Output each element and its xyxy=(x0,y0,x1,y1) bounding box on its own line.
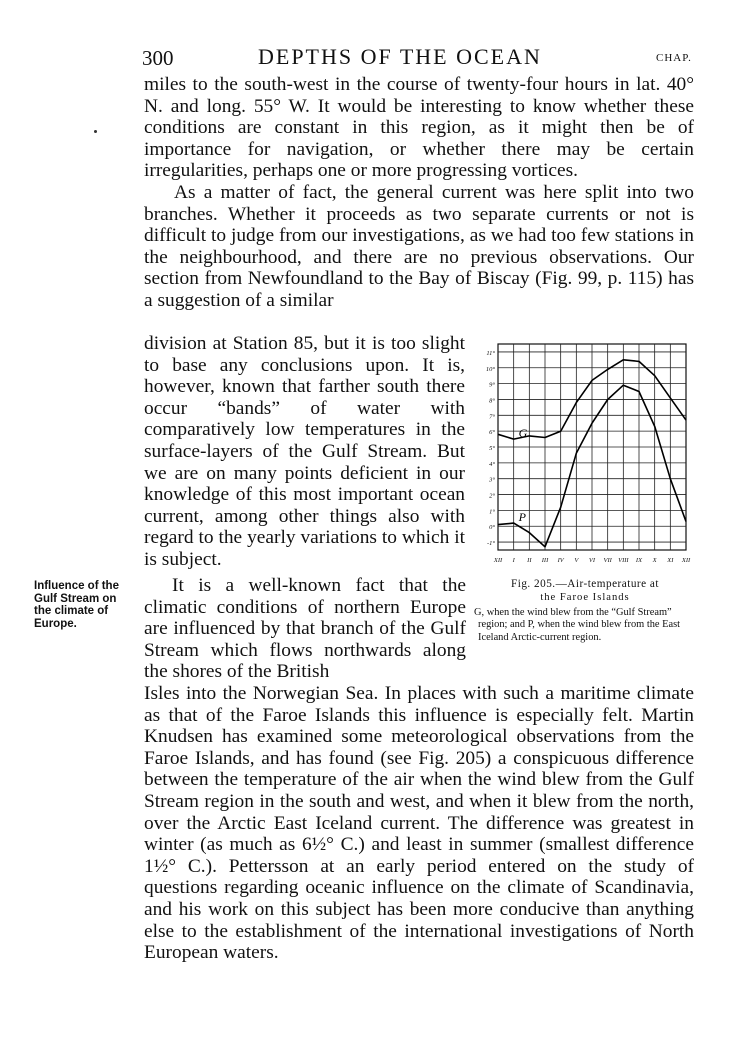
y-tick-label: 11° xyxy=(486,349,495,357)
x-tick-label: III xyxy=(541,557,549,564)
figure-title-part2: the Faroe Islands xyxy=(540,592,630,603)
figure-205 xyxy=(478,338,693,578)
figure-label: Fig. 205. xyxy=(510,578,556,590)
paragraph-3-rest: Isles into the Norwegian Sea. In places with such a maritime climate as that of the Faroe Islands this influence is especially felt. Martin Knudsen has examined some meteorological observations from the Faroe Islands, and has found (see Fig. 205) a conspicuous difference between the temperature of the air when the wind blew from the Gulf Stream region in the south and west, and when it blew from the north, over the Arctic East Iceland current. The difference was greatest in winter (as much as 6½° C.) and least in summer (smallest difference 1½° C.). Pettersson at an early period entered on the study of questions regarding oceanic influence on the climate of Scandinavia, and his work on this subject has been more conducive than anything else to the establishment of the international investigations of North European waters. xyxy=(144,683,694,964)
temperature-chart xyxy=(478,338,693,578)
running-title: DEPTHS OF THE OCEAN xyxy=(258,44,542,69)
x-tick-label: VII xyxy=(603,557,612,564)
text-block-top xyxy=(144,74,694,312)
x-tick-label: XI xyxy=(667,557,674,564)
x-tick-label: XII xyxy=(493,557,503,564)
page-number: 300 xyxy=(142,46,174,70)
y-tick-label: 5° xyxy=(489,445,495,452)
y-tick-label: 10° xyxy=(485,365,495,373)
y-tick-label: 4° xyxy=(489,460,495,468)
x-tick-label: I xyxy=(512,557,515,564)
y-tick-label: -1° xyxy=(486,540,495,548)
y-tick-label: 6° xyxy=(489,429,495,437)
figure-title-part1: —Air-temperature at xyxy=(555,578,659,590)
chapter-label: CHAP. xyxy=(656,52,692,64)
margin-speck xyxy=(94,130,97,133)
running-header xyxy=(0,44,744,74)
x-tick-label: V xyxy=(574,557,579,564)
text-block-wrap-1 xyxy=(144,333,465,571)
y-tick-label: 1° xyxy=(489,508,495,516)
y-tick-label: 9° xyxy=(489,381,495,389)
x-tick-label: X xyxy=(652,557,657,564)
paragraph-2: As a matter of fact, the general current was here split into two branches. Whether it proceeds as two separate currents or not is difficult to judge from our investigations, as we had too few stations in the neighbourhood, and there are no previous observations. Our section from Newfoundland to the Bay of Biscay (Fig. 99, p. 115) has a suggestion of a similar xyxy=(144,181,694,311)
caption-text: G, when the wind blew from the “Gulf Stream” region; and P, when the wind blew from the East Iceland Arctic-current region. xyxy=(474,607,680,643)
x-tick-label: XII xyxy=(681,557,691,564)
paragraph-3-wrap: It is a well-known fact that the climatic conditions of northern Europe are influenced by that branch of the Gulf Stream which flows northwards along the shores of the British xyxy=(144,575,466,683)
y-tick-label: 0° xyxy=(489,524,495,532)
series-label-G: G xyxy=(518,426,528,441)
x-tick-label: VI xyxy=(588,557,596,564)
text-block-wrap-2 xyxy=(144,575,466,683)
x-tick-label: II xyxy=(527,557,532,564)
y-tick-label: 8° xyxy=(489,397,495,405)
y-tick-label: 3° xyxy=(489,476,495,484)
text-block-bottom xyxy=(144,683,694,964)
caption-title xyxy=(474,578,696,604)
y-tick-label: 7° xyxy=(489,413,495,421)
paragraph-2-wrap: division at Station 85, but it is too slight to base any conclusions upon. It is, however, known that farther south there occur “bands” of water with comparatively low temperatures in the surface-layers of the Gulf Stream. But we are on many points deficient in our knowledge of this most important ocean current, among other things also with regard to the yearly variations to which it is subject. xyxy=(144,333,465,570)
y-tick-label: 2° xyxy=(489,492,495,500)
x-tick-label: IX xyxy=(635,557,643,564)
series-label-P: P xyxy=(518,510,527,525)
figure-caption xyxy=(474,578,696,644)
x-tick-label: IV xyxy=(557,557,564,564)
x-tick-label: VIII xyxy=(618,557,629,564)
side-note: Influence of the Gulf Stream on the climate of Europe. xyxy=(34,580,119,630)
paragraph-1: miles to the south-west in the course of twenty-four hours in lat. 40° N. and long. 55° W. It would be interesting to know whether these conditions are constant in this region, as it might then be of importance for navigation, or whether there may be certain irregularities, perhaps one or more progressing vortices. xyxy=(144,74,694,182)
